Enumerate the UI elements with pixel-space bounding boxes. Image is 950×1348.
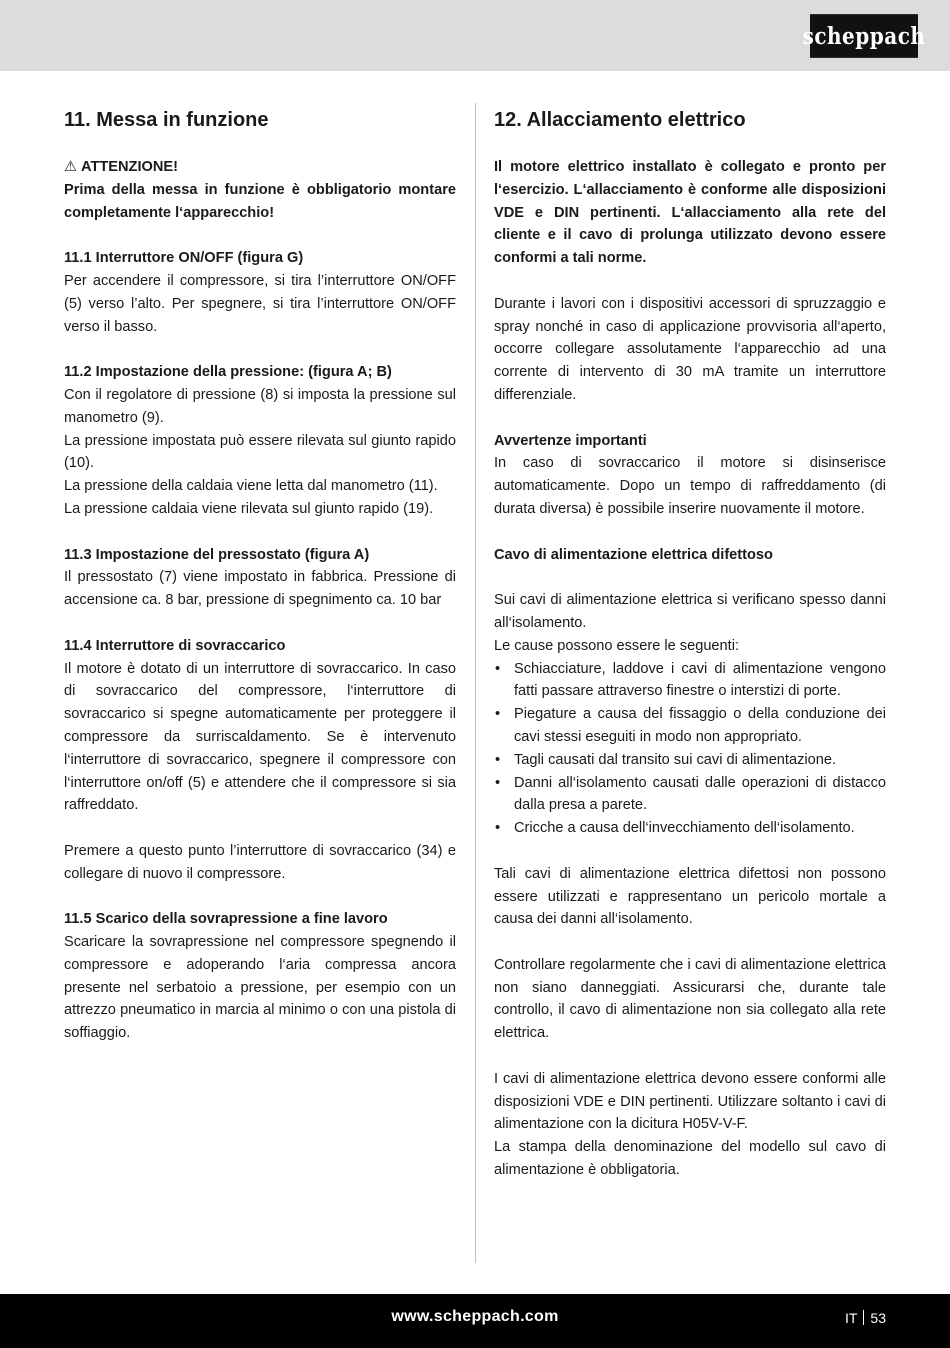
paragraph: La pressione impostata può essere rilevata sul giunto rapido (10). xyxy=(64,432,456,472)
paragraph: I cavi di alimentazione elettrica devono essere conformi alle disposizioni VDE e DIN pertinenti. Utilizzare soltanto i cavi di alimentazione con la dicitura H05V-V-F. xyxy=(494,1070,886,1133)
paragraph: In caso di sovraccarico il motore si disinserisce automaticamente. Dopo un tempo di raffreddamento (di durata diversa) è possibile inserire nuovamente il motore. xyxy=(494,455,886,517)
paragraph: Le cause possono essere le seguenti: xyxy=(494,637,740,654)
header-bar xyxy=(0,0,950,71)
paragraph: Premere a questo punto l’interruttore di sovraccarico (34) e collegare di nuovo il compressore. xyxy=(64,842,456,882)
footer-bar xyxy=(0,1294,950,1348)
list-item: • Piegature a causa del fissaggio o della conduzione dei cavi stessi eseguiti in modo non appropriato. xyxy=(494,703,886,749)
website-link[interactable]: www.scheppach.com xyxy=(391,1308,559,1325)
subsection-title: 11.2 Impostazione della pressione: (figura A; B) xyxy=(64,364,392,381)
list-item: • Schiacciature, laddove i cavi di alimentazione vengono fatti passare attraverso finestre o interstizi di porte. xyxy=(494,658,886,704)
section-heading-11: 11. Messa in funzione xyxy=(64,109,269,131)
page-indicator xyxy=(845,1310,886,1326)
subsection-title: Avvertenze importanti xyxy=(494,432,647,449)
warning-title: ATTENZIONE! xyxy=(81,159,179,175)
paragraph: Per accendere il compressore, si tira l’interruttore ON/OFF (5) verso l’alto. Per spegnere, si tira l’interruttore ON/OFF verso il basso. xyxy=(64,272,456,335)
warning-block xyxy=(64,156,456,179)
paragraph: Scaricare la sovrapressione nel compressore spegnendo il compressore e adoperando l‘aria compressa ancora presente nel serbatoio a pressione, per esempio con un attrezzo pneumatico in marcia al minimo o con una pistola di soffiaggio. xyxy=(64,934,456,1042)
paragraph: Sui cavi di alimentazione elettrica si verificano spesso danni all‘isolamento. xyxy=(494,592,886,631)
subsection-title: 11.3 Impostazione del pressostato (figura A) xyxy=(64,546,370,563)
paragraph: La pressione caldaia viene rilevata sul giunto rapido (19). xyxy=(64,500,434,517)
paragraph: Il motore è dotato di un interruttore di sovraccarico. In caso di sovraccarico del compressore, l‘interruttore di sovraccarico si spegne automaticamente per proteggere il compressore da surriscaldamento. Se è intervenuto l‘interruttore di sovraccarico, spegnere il compressore con l‘interruttore on/off (5) e attendere che il compressore si sia raffreddato. xyxy=(64,660,456,814)
brand-logo: scheppach xyxy=(810,14,918,58)
page-number: 53 xyxy=(870,1310,886,1326)
paragraph: Tali cavi di alimentazione elettrica difettosi non possono essere utilizzati e rappresentano un pericolo mortale a causa dei danni all‘isolamento. xyxy=(494,865,886,928)
list-item: • Danni all‘isolamento causati dalle operazioni di distacco dalla presa a parete. xyxy=(494,772,886,818)
separator xyxy=(863,1310,864,1325)
subsection-title: 11.1 Interruttore ON/OFF (figura G) xyxy=(64,250,304,267)
intro-paragraph: Il motore elettrico installato è collegato e pronto per l‘esercizio. L‘allacciamento è conforme alle disposizioni VDE e DIN pertinenti. L‘allacciamento alla rete del cliente e il cavo di prolunga utilizzato devono essere conformi a tali norme. xyxy=(494,159,886,267)
column-divider xyxy=(475,103,476,1263)
section-heading-12: 12. Allacciamento elettrico xyxy=(494,109,746,131)
warning-text: Prima della messa in funzione è obbligatorio montare completamente l‘apparecchio! xyxy=(64,181,456,221)
causes-list xyxy=(494,658,886,840)
paragraph: Durante i lavori con i dispositivi accessori di spruzzaggio e spray nonché in caso di applicazione provvisoria all‘aperto, occorre collegare assolutamente l‘apparecchio ad una corrente di intervento di 30 mA tramite un interruttore differenziale. xyxy=(494,295,886,403)
paragraph: La pressione della caldaia viene letta dal manometro (11). xyxy=(64,478,438,495)
paragraph: Il pressostato (7) viene impostato in fabbrica. Pressione di accensione ca. 8 bar, pressione di spegnimento ca. 10 bar xyxy=(64,569,456,609)
subsection-title: 11.5 Scarico della sovrapressione a fine lavoro xyxy=(64,911,388,928)
subsection-title: 11.4 Interruttore di sovraccarico xyxy=(64,637,286,654)
paragraph: La stampa della denominazione del modello sul cavo di alimentazione è obbligatoria. xyxy=(494,1139,886,1179)
paragraph: Con il regolatore di pressione (8) si imposta la pressione sul manometro (9). xyxy=(64,386,456,426)
list-item: • Tagli causati dal transito sui cavi di alimentazione. xyxy=(494,749,886,772)
list-item: • Cricche a causa dell‘invecchiamento dell‘isolamento. xyxy=(494,817,886,840)
warning-icon: ⚠ xyxy=(64,159,78,175)
language-code: IT xyxy=(844,1310,858,1326)
paragraph: Controllare regolarmente che i cavi di alimentazione elettrica non siano danneggiati. Assicurarsi che, durante tale controllo, il cavo di alimentazione non sia collegato alla rete elettrica. xyxy=(494,956,886,1042)
right-column xyxy=(494,106,886,1182)
subsection-title: Cavo di alimentazione elettrica difettoso xyxy=(494,546,773,563)
left-column xyxy=(64,106,456,1045)
